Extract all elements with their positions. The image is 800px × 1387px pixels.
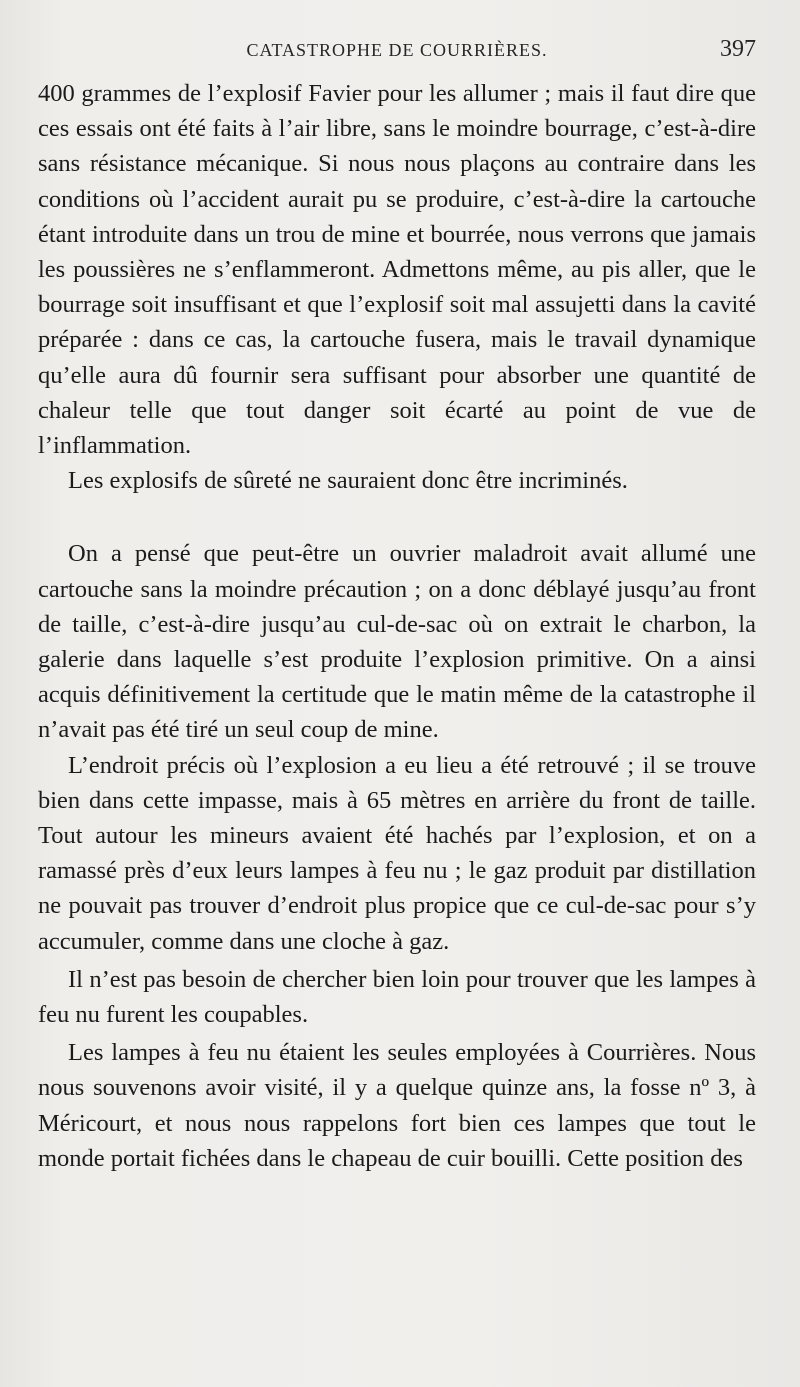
page-number: 397 — [720, 36, 756, 62]
paragraph-5: Il n’est pas besoin de chercher bien loin pour trouver que les lampes à feu nu furent les coupables. — [38, 965, 756, 1029]
running-head — [38, 36, 756, 76]
running-title: CATASTROPHE DE COURRIÈRES. — [246, 40, 548, 60]
body-text — [38, 76, 756, 1176]
paragraph-4: L’endroit précis où l’explosion a eu lieu a été retrouvé ; il se trouve bien dans cette impasse, mais à 65 mètres en arrière du front de taille. Tout autour les mineurs avaient été hachés par l’explosion, et on a ramassé près d’eux leurs lampes à feu nu ; le gaz produit par distillation ne pouvait pas trouver d’endroit plus propice que ce cul-de-sac pour s’y accumuler, comme dans une cloche à gaz. — [38, 751, 756, 955]
paragraph-3: On a pensé que peut-être un ouvrier maladroit avait allumé une cartouche sans la moindre précaution ; on a donc déblayé jusqu’au front de taille, c’est-à-dire jusqu’au cul-de-sac où on extrait le charbon, la galerie dans laquelle s’est produite l’explosion primitive. On a ainsi acquis définitivement la certitude que le matin même de la catastrophe il n’avait pas été tiré un seul coup de mine. — [38, 540, 756, 744]
paragraph-6: Les lampes à feu nu étaient les seules employées à Courrières. Nous nous souvenons avoir visité, il y a quelque quinze ans, la fosse nº 3, à Méricourt, et nous nous rappelons fort bien ces lampes que tout le monde portait fichées dans le chapeau de cuir bouilli. Cette position des — [38, 1039, 756, 1172]
paragraph-2: Les explosifs de sûreté ne sauraient donc être incriminés. — [68, 467, 628, 495]
paragraph-1: 400 grammes de l’explosif Favier pour les allumer ; mais il faut dire que ces essais ont été faits à l’air libre, sans le moindre bourrage, c’est-à-dire sans résistance mécanique. Si nous nous plaçons au contraire dans les conditions où l’accident aurait pu se produire, c’est-à-dire la cartouche étant introduite dans un trou de mine et bourrée, nous verrons que jamais les poussières ne s’enflammeront. Admettons même, au pis aller, que le bourrage soit insuffisant et que l’explosif soit mal assujetti dans la cavité préparée : dans ce cas, la cartouche fusera, mais le travail dynamique qu’elle aura dû fournir sera suffisant pour absorber une quantité de chaleur telle que tout danger soit écarté au point de vue de l’inflammation. — [38, 80, 756, 460]
